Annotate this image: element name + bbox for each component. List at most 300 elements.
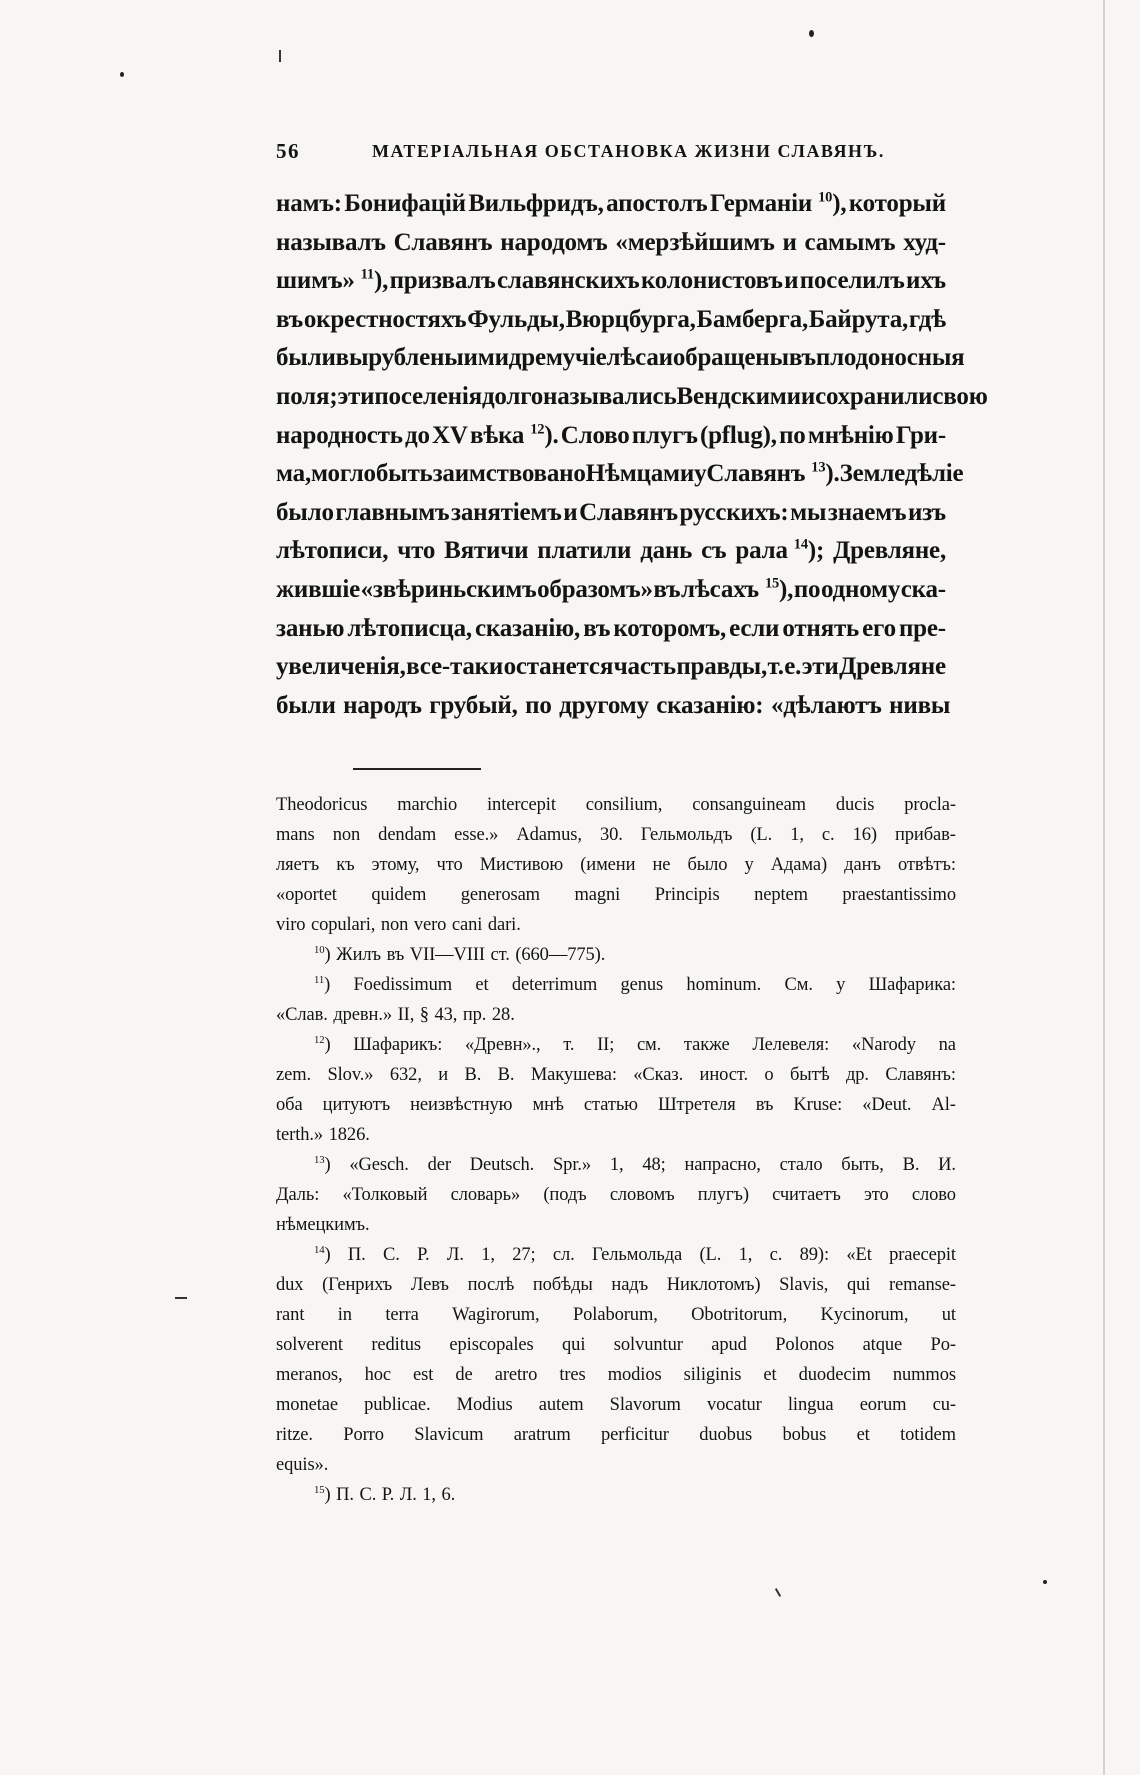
word: terra bbox=[385, 1305, 419, 1325]
word: Theodoricus bbox=[276, 795, 368, 815]
word: сказанію: bbox=[656, 691, 764, 719]
word: славянскихъ bbox=[496, 267, 640, 295]
word: напрасно, bbox=[684, 1155, 761, 1175]
word: lingua bbox=[787, 1395, 834, 1415]
word: правды, bbox=[676, 653, 768, 681]
word: zem. bbox=[276, 1065, 312, 1085]
word: «дѣлаютъ bbox=[770, 691, 882, 719]
word: (660—775). bbox=[515, 945, 606, 965]
word: ducis bbox=[835, 795, 875, 815]
text-line bbox=[276, 494, 946, 533]
word: eorum bbox=[859, 1395, 907, 1415]
footnote-line bbox=[276, 970, 956, 1000]
word: «oportet bbox=[276, 885, 337, 905]
footnote-ref-number: 12 bbox=[530, 421, 545, 438]
word: remanse- bbox=[888, 1275, 956, 1295]
word: и bbox=[800, 382, 816, 410]
word: ихъ bbox=[905, 267, 946, 295]
word: vocatur bbox=[706, 1395, 762, 1415]
footnote-number-group: $^{15}$) bbox=[314, 1484, 331, 1505]
footnote-ref-number: 10 bbox=[818, 189, 833, 206]
footnote-number: 15 bbox=[314, 1484, 325, 1497]
word: XV bbox=[432, 421, 468, 449]
text-line bbox=[276, 185, 946, 224]
text-line bbox=[276, 687, 951, 726]
word: сказанію, bbox=[475, 614, 581, 642]
scan-page-edge bbox=[1103, 0, 1105, 1775]
word: нѣмецкимъ. bbox=[276, 1215, 370, 1235]
word: «звѣриньскимъ bbox=[360, 575, 537, 603]
word: Байрута, bbox=[808, 305, 909, 333]
word: надъ bbox=[611, 1275, 649, 1295]
word: П. bbox=[336, 1485, 354, 1505]
footnote-line bbox=[276, 1450, 956, 1480]
word: т. bbox=[563, 1035, 575, 1055]
word: hoc bbox=[364, 1365, 391, 1385]
word: non bbox=[380, 915, 409, 935]
word: статью bbox=[583, 1095, 638, 1115]
word: въ bbox=[788, 344, 816, 372]
word: Древляне, bbox=[833, 537, 946, 565]
footnote-line bbox=[276, 1120, 956, 1150]
word: Вятичи bbox=[444, 537, 529, 565]
word: Земледѣліе bbox=[839, 460, 964, 488]
word: Вильфридъ, bbox=[468, 190, 604, 217]
word: сохранили bbox=[815, 382, 933, 410]
word: лѣтописца, bbox=[347, 614, 472, 642]
word: Бамберга, bbox=[696, 305, 809, 333]
word: rant bbox=[276, 1305, 305, 1325]
word: der bbox=[427, 1155, 451, 1175]
word: (имени bbox=[580, 855, 636, 875]
word: solverent bbox=[276, 1335, 343, 1355]
word: по bbox=[525, 691, 552, 719]
footnote-reference: лѣсахъ $^{15}$), bbox=[681, 575, 794, 603]
word: вырублены bbox=[335, 344, 464, 372]
word: «Древн»., bbox=[465, 1035, 541, 1055]
word: эти bbox=[801, 653, 839, 681]
word: дремучіе bbox=[508, 344, 607, 372]
word: т. bbox=[767, 653, 784, 681]
word: (L. bbox=[699, 1245, 722, 1265]
word: aretro bbox=[494, 1365, 538, 1385]
word: у bbox=[836, 975, 846, 995]
word: въ bbox=[583, 614, 611, 642]
word: обращены bbox=[672, 344, 789, 372]
running-title: МАТЕРІАЛЬНАЯ ОБСТАНОВКА ЖИЗНИ СЛАВЯНЪ. bbox=[372, 141, 885, 161]
footnote-line bbox=[276, 1480, 956, 1510]
word: неизвѣстную bbox=[410, 1095, 513, 1115]
word: et bbox=[475, 975, 489, 995]
word: мы bbox=[790, 498, 827, 526]
footnote-ref-number: 15 bbox=[764, 575, 780, 592]
word: esse.» bbox=[454, 825, 499, 845]
footnote-number-group: $^{14}$) bbox=[314, 1244, 331, 1265]
word: П. bbox=[347, 1245, 366, 1265]
word: magni bbox=[574, 885, 621, 905]
word: образомъ» bbox=[537, 575, 653, 603]
word: называлъ bbox=[276, 228, 386, 256]
word: прибав- bbox=[894, 825, 956, 845]
footnote-line bbox=[276, 1270, 956, 1300]
text-line bbox=[276, 378, 988, 417]
footnote-number-group: $^{10}$) bbox=[314, 944, 331, 965]
word: жившіе bbox=[276, 575, 360, 603]
word: Obotritorum, bbox=[691, 1305, 788, 1325]
word: могло bbox=[311, 460, 376, 488]
word: § bbox=[419, 1005, 429, 1025]
text-line bbox=[276, 301, 946, 340]
footnote-number: 12 bbox=[314, 1034, 325, 1047]
word: 1, bbox=[790, 825, 804, 845]
word: Po- bbox=[930, 1335, 956, 1355]
word: бытѣ bbox=[789, 1065, 830, 1085]
word: народъ bbox=[343, 691, 422, 719]
word: знаемъ bbox=[827, 498, 907, 526]
word: эти bbox=[337, 382, 375, 410]
word: Вюрцбурга, bbox=[565, 305, 696, 333]
word: ст. bbox=[490, 945, 510, 965]
word: II, bbox=[397, 1005, 415, 1025]
footnote-reference: вѣка $^{12}$). bbox=[469, 421, 559, 449]
word: 48; bbox=[642, 1155, 666, 1175]
word: Штретеля bbox=[657, 1095, 736, 1115]
word: по bbox=[779, 421, 806, 449]
word: мнѣнію bbox=[807, 421, 894, 449]
footnote-line bbox=[276, 1360, 956, 1390]
word: Древляне bbox=[839, 653, 946, 681]
word: грубый, bbox=[429, 691, 518, 719]
word: дань bbox=[640, 537, 693, 565]
word: equis». bbox=[276, 1455, 329, 1475]
word: древн.» bbox=[333, 1005, 393, 1025]
text-line bbox=[276, 224, 946, 263]
word: (pflug), bbox=[699, 421, 777, 449]
word: ut bbox=[941, 1305, 956, 1325]
word: были bbox=[276, 344, 336, 372]
word: цитуютъ bbox=[322, 1095, 391, 1115]
word: послѣ bbox=[467, 1275, 515, 1295]
word: Л. bbox=[446, 1245, 464, 1265]
word: 30. bbox=[599, 825, 623, 845]
word: apud bbox=[711, 1335, 747, 1355]
word: русскихъ: bbox=[679, 498, 789, 526]
word: было bbox=[687, 855, 728, 875]
word: заимствовано bbox=[432, 460, 586, 488]
footnote-number: 14 bbox=[314, 1244, 325, 1257]
word: 6. bbox=[441, 1485, 456, 1505]
word: Мистивою bbox=[479, 855, 564, 875]
word: Kycinorum, bbox=[820, 1305, 909, 1325]
scan-mark bbox=[175, 1297, 187, 1299]
word: Бонифацій bbox=[344, 190, 466, 217]
word: vero bbox=[413, 915, 447, 935]
word: (подъ bbox=[543, 1185, 587, 1205]
footnote-line bbox=[276, 1090, 956, 1120]
word: qui bbox=[562, 1335, 586, 1355]
footnote-ref-number: 13 bbox=[811, 459, 826, 476]
word: c. bbox=[769, 1245, 783, 1265]
word: Слово bbox=[560, 421, 630, 449]
word: часть bbox=[613, 653, 676, 681]
word: Polaborum, bbox=[572, 1305, 658, 1325]
word: Wagirorum, bbox=[452, 1305, 540, 1325]
footnote-reference: Славянъ $^{13}$). bbox=[706, 459, 840, 488]
word: siliginis bbox=[683, 1365, 742, 1385]
word: апостолъ bbox=[606, 190, 708, 217]
word: ими bbox=[463, 344, 509, 372]
word: non bbox=[332, 825, 361, 845]
footnote-line bbox=[276, 940, 956, 970]
footnote-separator bbox=[353, 768, 481, 770]
word: у bbox=[744, 855, 754, 875]
word: neptem bbox=[754, 885, 808, 905]
word: останется bbox=[503, 653, 614, 681]
word: reditus bbox=[371, 1335, 421, 1355]
word: ritze. bbox=[276, 1425, 313, 1445]
text-line bbox=[276, 610, 946, 649]
word: Фульды, bbox=[467, 305, 565, 333]
word: это bbox=[863, 1185, 889, 1205]
word: плугъ bbox=[631, 421, 698, 449]
word: Жилъ bbox=[336, 945, 382, 965]
word: быть, bbox=[841, 1155, 884, 1175]
running-header bbox=[276, 135, 946, 169]
footnotes-block bbox=[276, 790, 956, 1510]
word: perficitur bbox=[601, 1425, 669, 1445]
word: 28. bbox=[491, 1005, 515, 1025]
word: duodecim bbox=[798, 1365, 871, 1385]
text-line bbox=[276, 417, 946, 456]
footnote-line bbox=[276, 1000, 956, 1030]
word: bobus bbox=[782, 1425, 827, 1445]
word: 1, bbox=[422, 1485, 436, 1505]
word: гдѣ bbox=[908, 305, 946, 333]
word: 1, bbox=[481, 1245, 495, 1265]
footnote-ref-number: 14 bbox=[793, 536, 808, 553]
footnote-line bbox=[276, 820, 956, 850]
footnote-line bbox=[276, 1150, 956, 1180]
word: платили bbox=[537, 537, 632, 565]
word: ляетъ bbox=[276, 855, 320, 875]
word: призвалъ bbox=[389, 267, 496, 295]
word: ма, bbox=[276, 460, 312, 488]
footnote-line bbox=[276, 1390, 956, 1420]
word: Slavicum bbox=[414, 1425, 484, 1445]
word: quidem bbox=[371, 885, 427, 905]
word: свою bbox=[932, 382, 988, 410]
word: de bbox=[455, 1365, 473, 1385]
word: съ bbox=[701, 537, 727, 565]
word: «мерзѣйшимъ bbox=[615, 228, 775, 256]
footnote-line bbox=[276, 790, 956, 820]
word: consanguineam bbox=[692, 795, 806, 815]
word: Нѣмцами bbox=[585, 460, 695, 488]
word: «Gesch. bbox=[349, 1155, 409, 1175]
word: Р. bbox=[381, 1485, 395, 1505]
word: tres bbox=[559, 1365, 586, 1385]
word: qui bbox=[846, 1275, 871, 1295]
word: et bbox=[856, 1425, 870, 1445]
word: Гельмольда bbox=[591, 1245, 683, 1265]
text-line bbox=[276, 648, 946, 687]
word: поселилъ bbox=[799, 267, 905, 295]
word: procla- bbox=[904, 795, 956, 815]
word: meranos, bbox=[276, 1365, 343, 1385]
text-line bbox=[276, 571, 946, 610]
word: В. bbox=[497, 1065, 515, 1085]
word: В. bbox=[902, 1155, 920, 1175]
word: и bbox=[563, 498, 578, 526]
word: все-таки bbox=[406, 653, 504, 681]
footnote-line bbox=[276, 1180, 956, 1210]
word: 43, bbox=[434, 1005, 458, 1025]
word: Porro bbox=[343, 1425, 384, 1445]
word: mans bbox=[276, 825, 315, 845]
word: 89): bbox=[799, 1245, 830, 1265]
word: c. bbox=[821, 825, 835, 845]
word: занью bbox=[276, 614, 345, 642]
word: др. bbox=[845, 1065, 869, 1085]
word: и bbox=[438, 1065, 449, 1085]
word: Principis bbox=[654, 885, 720, 905]
footnote-line bbox=[276, 1210, 956, 1240]
word: изъ bbox=[907, 498, 946, 526]
word: Шафарика: bbox=[868, 975, 956, 995]
word: и bbox=[658, 344, 673, 372]
word: intercepit bbox=[487, 795, 556, 815]
word: marchio bbox=[397, 795, 458, 815]
word: deterrimum bbox=[511, 975, 598, 995]
word: cani bbox=[451, 915, 483, 935]
word: поселенія bbox=[374, 382, 482, 410]
word: словарь» bbox=[450, 1185, 521, 1205]
word: II; bbox=[597, 1035, 615, 1055]
word: publicae. bbox=[364, 1395, 431, 1415]
word: было bbox=[276, 498, 334, 526]
word: Deutsch. bbox=[469, 1155, 535, 1175]
word: Гри- bbox=[895, 421, 946, 449]
word: generosam bbox=[460, 885, 540, 905]
word: na bbox=[938, 1035, 956, 1055]
word: 16) bbox=[852, 825, 877, 845]
word: отвѣтъ: bbox=[897, 855, 956, 875]
word: nummos bbox=[892, 1365, 956, 1385]
word: см. bbox=[636, 1035, 662, 1055]
word: самымъ bbox=[804, 228, 896, 256]
word: Славянъ bbox=[393, 228, 493, 256]
word: «Толковый bbox=[342, 1185, 428, 1205]
word: С. bbox=[359, 1485, 377, 1505]
word: главнымъ bbox=[335, 498, 450, 526]
word: monetae bbox=[276, 1395, 338, 1415]
word: намъ: bbox=[276, 190, 342, 217]
word: Лелевеля: bbox=[752, 1035, 830, 1055]
text-line bbox=[276, 262, 946, 301]
footnote-line bbox=[276, 1330, 956, 1360]
footnote-number-group: $^{12}$) bbox=[314, 1034, 331, 1055]
word: что bbox=[436, 855, 463, 875]
word: въ bbox=[755, 1095, 774, 1115]
word: народность bbox=[276, 421, 403, 449]
word: быть bbox=[375, 460, 433, 488]
word: что bbox=[397, 537, 436, 565]
word: «Narody bbox=[851, 1035, 916, 1055]
word: Foedissimum bbox=[353, 975, 453, 995]
word: «Слав. bbox=[276, 1005, 328, 1025]
word: См. bbox=[784, 975, 813, 995]
word: плодоносныя bbox=[815, 344, 965, 372]
word: episcopales bbox=[449, 1335, 534, 1355]
word: И. bbox=[938, 1155, 956, 1175]
footnote-reference: рала $^{14}$); bbox=[735, 536, 825, 565]
word: не bbox=[652, 855, 671, 875]
word: Даль: bbox=[276, 1185, 320, 1205]
word: лѣса bbox=[606, 344, 659, 372]
word: praecepit bbox=[889, 1245, 956, 1265]
footnote-number-group: $^{13}$) bbox=[314, 1154, 331, 1175]
word: dendam bbox=[378, 825, 437, 845]
word: genus bbox=[620, 975, 664, 995]
text-line bbox=[276, 532, 946, 571]
main-text bbox=[276, 185, 988, 725]
word: Slov.» bbox=[327, 1065, 374, 1085]
word: къ bbox=[336, 855, 355, 875]
word: который bbox=[848, 190, 946, 217]
word: ска- bbox=[900, 575, 946, 603]
word: Slavis, bbox=[779, 1275, 829, 1295]
word: поля; bbox=[276, 382, 338, 410]
scan-speck bbox=[120, 72, 124, 77]
word: его bbox=[862, 614, 896, 642]
word: худ- bbox=[903, 228, 946, 256]
word: modios bbox=[607, 1365, 662, 1385]
word: у bbox=[694, 460, 707, 488]
word: по bbox=[793, 575, 821, 603]
word: hominum. bbox=[686, 975, 762, 995]
word: иност. bbox=[699, 1065, 748, 1085]
word: in bbox=[337, 1305, 352, 1325]
word: aratrum bbox=[513, 1425, 571, 1445]
word: Макушева: bbox=[530, 1065, 617, 1085]
word: Slavorum bbox=[609, 1395, 681, 1415]
word: считаетъ bbox=[772, 1185, 841, 1205]
word: были bbox=[276, 691, 336, 719]
scan-speck bbox=[1043, 1580, 1047, 1584]
word: пр. bbox=[462, 1005, 487, 1025]
word: Гельмольдъ bbox=[640, 825, 733, 845]
footnote-number-group: $^{11}$) bbox=[314, 974, 331, 995]
word: Kruse: bbox=[793, 1095, 843, 1115]
word: до bbox=[405, 421, 430, 449]
word: въ bbox=[386, 945, 405, 965]
word: словомъ bbox=[609, 1185, 675, 1205]
word: другому bbox=[559, 691, 649, 719]
word: Вендскими bbox=[676, 382, 801, 410]
word: нивы bbox=[889, 691, 951, 719]
footnote-number: 10 bbox=[314, 944, 325, 957]
word: 632, bbox=[389, 1065, 422, 1085]
scan-speck bbox=[809, 30, 814, 37]
word: назывались bbox=[543, 382, 677, 410]
text-line bbox=[276, 339, 965, 378]
footnote-line bbox=[276, 850, 956, 880]
word: «Сказ. bbox=[633, 1065, 684, 1085]
word: и bbox=[784, 267, 799, 295]
word: viro bbox=[276, 915, 306, 935]
word: также bbox=[683, 1035, 730, 1055]
word: Адама) bbox=[770, 855, 828, 875]
